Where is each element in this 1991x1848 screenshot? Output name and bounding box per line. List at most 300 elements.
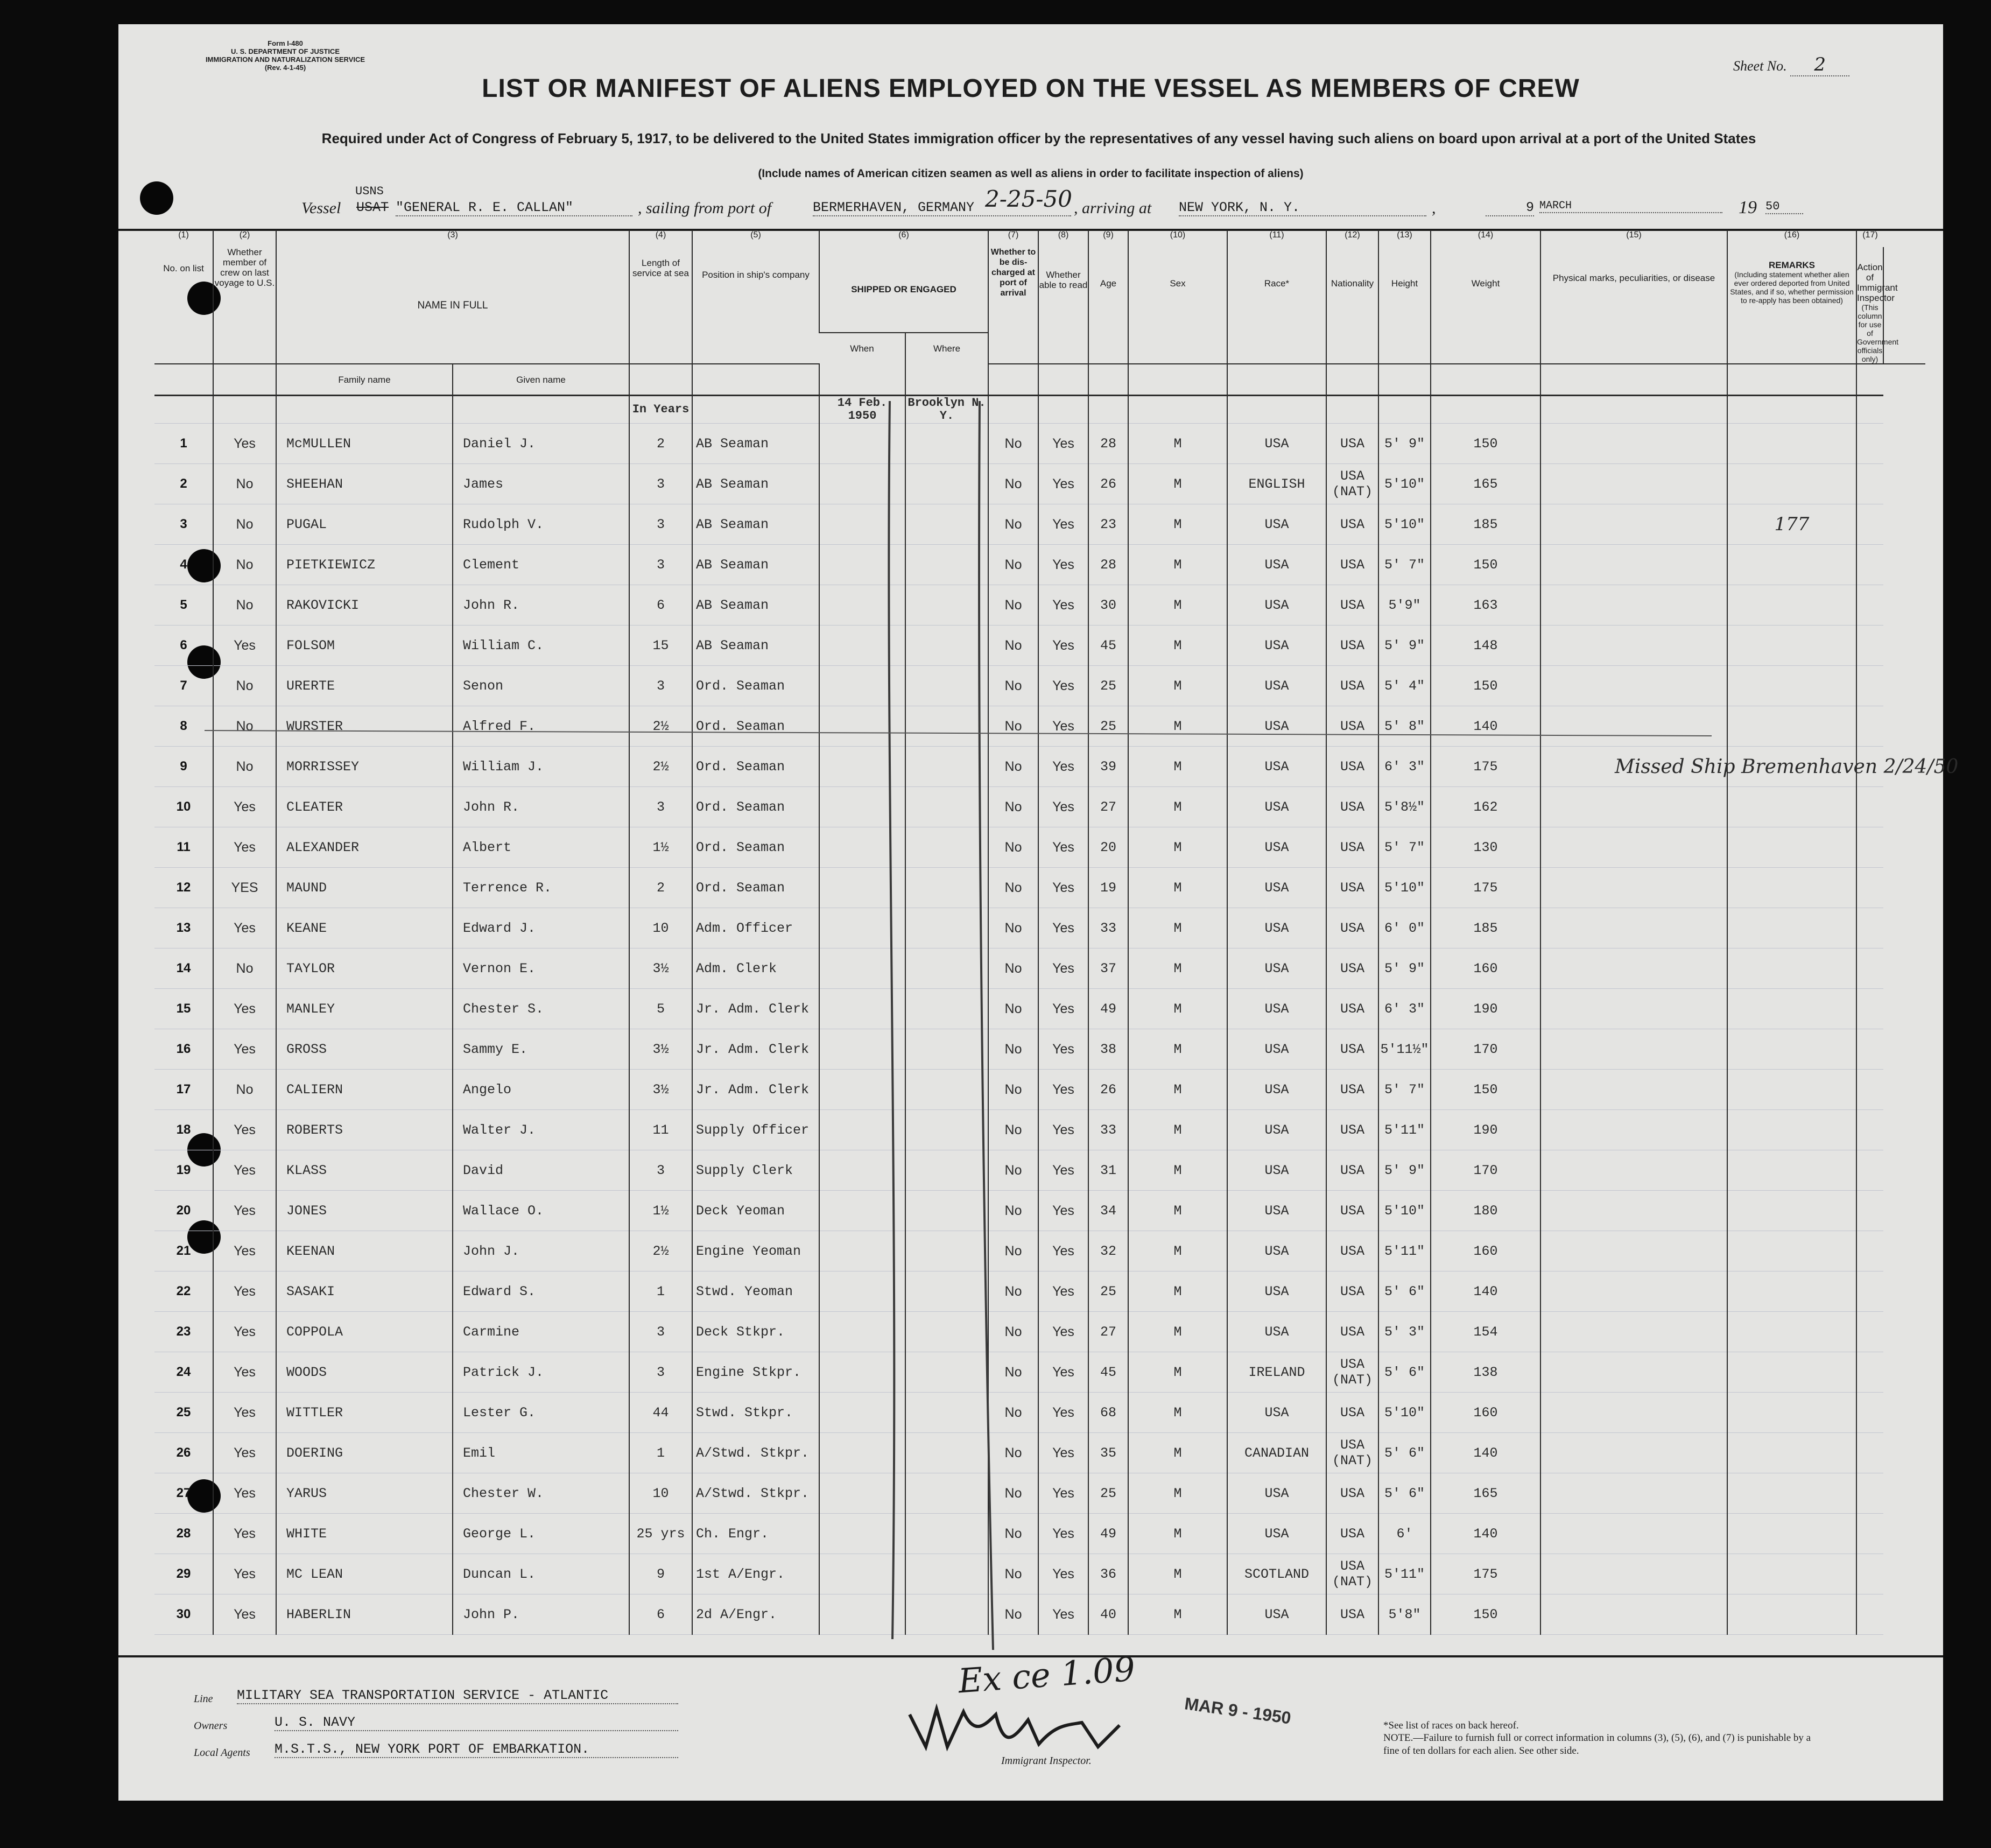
length-of-service: 2½ [629,1231,692,1271]
nationality: USA [1326,504,1378,545]
position: Ord. Seaman [692,787,819,827]
race: USA [1227,666,1326,706]
nationality: USA [1326,1393,1378,1433]
length-of-service: 5 [629,989,692,1029]
position: Engine Yeoman [692,1231,819,1271]
sex: M [1128,424,1227,464]
shipped-when [819,626,905,666]
last-voyage: No [213,464,276,504]
age: 23 [1088,504,1128,545]
header-blank [1088,364,1128,396]
physical-marks [1540,1594,1727,1635]
position: AB Seaman [692,585,819,626]
given-name: Chester W. [453,1473,629,1514]
remarks [1727,1029,1856,1070]
discharged-at-arrival: No [988,1191,1038,1231]
physical-marks [1540,504,1727,545]
weight: 163 [1431,585,1540,626]
line-label: Line [194,1693,213,1705]
shipped-when [819,1271,905,1312]
age: 19 [1088,868,1128,908]
inspector-action [1856,908,1883,948]
shipped-where [905,666,988,706]
physical-marks [1540,1070,1727,1110]
remarks [1727,989,1856,1029]
remarks-note: (Including statement whether alien ever ordered deported from United States, and if so, whether permission to re-apply has been obtained) [1730,270,1854,305]
sex: M [1128,1191,1227,1231]
given-name: Alfred F. [453,706,629,747]
list-number: 18 [154,1110,213,1150]
year-prefix: 19 [1739,198,1757,217]
list-number: 27 [154,1473,213,1514]
crew-row [154,1110,1925,1150]
family-name: MORRISSEY [276,747,453,787]
remarks: Missed Ship Bremenhaven 2/24/50 [1614,747,1743,787]
header-remarks [1727,247,1856,364]
sheet-label: Sheet No. [1733,58,1787,74]
age: 31 [1088,1150,1128,1191]
length-of-service: 1 [629,1433,692,1473]
last-voyage: Yes [213,787,276,827]
first-row-notes [154,396,1925,424]
family-name: RAKOVICKI [276,585,453,626]
last-voyage: Yes [213,1514,276,1554]
column-number: (4) [629,230,692,247]
column-number: (6) [819,230,988,247]
remarks [1727,464,1856,504]
header-name-in-full: NAME IN FULL [276,247,629,364]
manifest-title: LIST OR MANIFEST OF ALIENS EMPLOYED ON THE VESSEL AS MEMBERS OF CREW [482,74,1580,103]
inspector-action [1856,626,1883,666]
family-name: YARUS [276,1473,453,1514]
inspector-action [1856,1514,1883,1554]
shipped-when [819,545,905,585]
vessel-label: Vessel [301,199,341,217]
shipped-when [819,1070,905,1110]
header-blank [1326,364,1378,396]
crew-row [154,1191,1925,1231]
penalty-note: NOTE.—Failure to furnish full or correct information in columns (3), (5), (6), and (7) is punishable by a fine of ten dollars for each alien. See other side. [1383,1732,1811,1756]
sex: M [1128,626,1227,666]
race: IRELAND [1227,1352,1326,1393]
last-voyage: Yes [213,1554,276,1594]
header-length-of-service: Length of service at sea [629,247,692,364]
nationality: USA [1326,747,1378,787]
sex: M [1128,1594,1227,1635]
able-to-read: Yes [1038,1070,1088,1110]
discharged-at-arrival: No [988,747,1038,787]
header-where: Where [905,333,988,364]
list-number: 4 [154,545,213,585]
nationality: USA [1326,545,1378,585]
inspector-action [1856,1352,1883,1393]
family-name: KLASS [276,1150,453,1191]
remarks [1727,908,1856,948]
sex: M [1128,1231,1227,1271]
able-to-read: Yes [1038,787,1088,827]
height: 5' 4" [1378,666,1431,706]
header-age: Age [1088,247,1128,364]
last-voyage: Yes [213,908,276,948]
list-number: 2 [154,464,213,504]
weight: 165 [1431,1473,1540,1514]
age: 20 [1088,827,1128,868]
race: USA [1227,948,1326,989]
sex: M [1128,1393,1227,1433]
crew-row [154,464,1925,504]
column-number: (2) [213,230,276,247]
race: USA [1227,504,1326,545]
shipped-where [905,585,988,626]
given-name: Chester S. [453,989,629,1029]
sailing-label: , sailing from port of [638,199,772,217]
physical-marks [1540,868,1727,908]
list-number: 7 [154,666,213,706]
list-number: 12 [154,868,213,908]
crew-row [154,504,1925,545]
physical-marks [1540,545,1727,585]
shipped-when [819,1433,905,1473]
sex: M [1128,1271,1227,1312]
nationality: USA [1326,787,1378,827]
length-of-service: 1½ [629,1191,692,1231]
remarks [1727,1231,1856,1271]
height: 5' 8" [1378,706,1431,747]
arrival-month: MARCH [1539,200,1722,213]
age: 28 [1088,424,1128,464]
length-of-service: 9 [629,1554,692,1594]
column-number: (15) [1540,230,1727,247]
age: 45 [1088,1352,1128,1393]
crew-row [154,666,1925,706]
shipped-where [905,1554,988,1594]
discharged-at-arrival: No [988,1150,1038,1191]
last-voyage: No [213,706,276,747]
sex: M [1128,1150,1227,1191]
shipped-when [819,908,905,948]
remarks [1727,1191,1856,1231]
remarks [1727,827,1856,868]
discharged-at-arrival: No [988,1070,1038,1110]
last-voyage: YES [213,868,276,908]
shipped-where [905,1271,988,1312]
sex: M [1128,948,1227,989]
remarks [1727,1554,1856,1594]
discharged-at-arrival: No [988,989,1038,1029]
shipped-where [905,948,988,989]
weight: 185 [1431,504,1540,545]
shipped-where [905,989,988,1029]
position: AB Seaman [692,504,819,545]
manifest-sheet [118,24,1959,1801]
length-of-service: 6 [629,585,692,626]
crew-row [154,787,1925,827]
crew-row [154,545,1925,585]
port-from: BERMERHAVEN, GERMANY [813,200,1071,216]
crew-row [154,1271,1925,1312]
height: 5'9" [1378,585,1431,626]
vessel-prefix-struck: USAT [356,200,389,215]
position: AB Seaman [692,464,819,504]
family-name: JONES [276,1191,453,1231]
length-of-service: 1 [629,1271,692,1312]
column-number: (5) [692,230,819,247]
race: USA [1227,1312,1326,1352]
weight: 138 [1431,1352,1540,1393]
given-name: Edward J. [453,908,629,948]
discharged-at-arrival: No [988,1231,1038,1271]
age: 32 [1088,1231,1128,1271]
height: 5' 3" [1378,1312,1431,1352]
shipped-when [819,948,905,989]
nationality: USA [1326,1594,1378,1635]
nationality: USA [1326,1150,1378,1191]
physical-marks [1540,706,1727,747]
shipped-where [905,1150,988,1191]
length-of-service: 2 [629,868,692,908]
header-blank [1431,364,1540,396]
weight: 150 [1431,666,1540,706]
given-name: Terrence R. [453,868,629,908]
age: 26 [1088,1070,1128,1110]
weight: 154 [1431,1312,1540,1352]
list-number: 24 [154,1352,213,1393]
physical-marks [1540,1393,1727,1433]
length-of-service: 3 [629,545,692,585]
given-name: Senon [453,666,629,706]
nationality: USA [1326,1110,1378,1150]
discharged-at-arrival: No [988,1312,1038,1352]
crew-row [154,1514,1925,1554]
sex: M [1128,1473,1227,1514]
family-name: FOLSOM [276,626,453,666]
able-to-read: Yes [1038,706,1088,747]
position: Engine Stkpr. [692,1352,819,1393]
remarks [1727,1070,1856,1110]
given-name: Emil [453,1433,629,1473]
remarks [1727,1393,1856,1433]
sex: M [1128,989,1227,1029]
family-name: WOODS [276,1352,453,1393]
able-to-read: Yes [1038,827,1088,868]
weight: 160 [1431,1393,1540,1433]
shipped-when: 14 Feb. 1950 [819,396,905,424]
family-name: COPPOLA [276,1312,453,1352]
shipped-where [905,747,988,787]
inspector-label: Immigrant Inspector. [1001,1755,1092,1767]
height: 5'10" [1378,504,1431,545]
list-number: 21 [154,1231,213,1271]
weight: 140 [1431,706,1540,747]
physical-marks [1540,424,1727,464]
crew-row [154,827,1925,868]
shipped-when [819,747,905,787]
given-name: David [453,1150,629,1191]
last-voyage: Yes [213,1231,276,1271]
physical-marks [1540,1312,1727,1352]
physical-marks [1540,1150,1727,1191]
height: 5' 6" [1378,1271,1431,1312]
list-number: 30 [154,1594,213,1635]
age: 25 [1088,1473,1128,1514]
sheet-value: 2 [1790,54,1849,76]
race: USA [1227,827,1326,868]
shipped-where [905,504,988,545]
physical-marks [1540,1433,1727,1473]
discharged-at-arrival: No [988,868,1038,908]
shipped-when [819,464,905,504]
header-inspector-action [1856,247,1899,364]
height: 6' 3" [1378,989,1431,1029]
weight: 150 [1431,545,1540,585]
height: 5'8½" [1378,787,1431,827]
punch-hole [140,181,173,215]
given-name: James [453,464,629,504]
nationality: USA (NAT) [1326,464,1378,504]
shipped-where [905,1514,988,1554]
shipped-where [905,1473,988,1514]
header-sex: Sex [1128,247,1227,364]
nationality: USA [1326,1514,1378,1554]
position: AB Seaman [692,545,819,585]
length-of-service: 2 [629,424,692,464]
last-voyage: Yes [213,1312,276,1352]
shipped-where [905,1312,988,1352]
family-name: McMULLEN [276,424,453,464]
length-of-service: 3 [629,464,692,504]
nationality: USA [1326,706,1378,747]
given-name: Angelo [453,1070,629,1110]
age: 27 [1088,787,1128,827]
column-header-row [154,247,1925,333]
nationality: USA [1326,827,1378,868]
inspector-note: (This column for use of Government officials only) [1857,303,1899,363]
inspector-action [1856,948,1883,989]
given-name: Carmine [453,1312,629,1352]
position: A/Stwd. Stkpr. [692,1433,819,1473]
sex: M [1128,504,1227,545]
remarks [1727,1271,1856,1312]
family-name: MAUND [276,868,453,908]
column-number: (16) [1727,230,1856,247]
family-name: TAYLOR [276,948,453,989]
able-to-read: Yes [1038,1352,1088,1393]
column-number: (1) [178,230,189,240]
last-voyage: Yes [213,1352,276,1393]
age: 26 [1088,464,1128,504]
sail-date-handwritten: 2-25-50 [985,186,1072,212]
remarks [1727,1352,1856,1393]
race: CANADIAN [1227,1433,1326,1473]
height: 5' 9" [1378,626,1431,666]
header-blank [213,364,276,396]
header-given-name: Given name [453,364,629,396]
physical-marks [1540,989,1727,1029]
length-of-service: 11 [629,1110,692,1150]
family-name: PUGAL [276,504,453,545]
given-name: Lester G. [453,1393,629,1433]
list-number: 5 [154,585,213,626]
race: USA [1227,1029,1326,1070]
age: 39 [1088,747,1128,787]
shipped-where [905,1433,988,1473]
discharged-at-arrival: No [988,787,1038,827]
discharged-at-arrival: No [988,666,1038,706]
family-name: ROBERTS [276,1110,453,1150]
position: Supply Clerk [692,1150,819,1191]
able-to-read: Yes [1038,504,1088,545]
race: USA [1227,1191,1326,1231]
family-name: GROSS [276,1029,453,1070]
crew-row [154,585,1925,626]
age: 27 [1088,1312,1128,1352]
last-voyage: Yes [213,1271,276,1312]
able-to-read: Yes [1038,1312,1088,1352]
shipped-where [905,1029,988,1070]
discharged-at-arrival: No [988,948,1038,989]
weight: 148 [1431,626,1540,666]
remarks [1727,948,1856,989]
remarks [1727,545,1856,585]
age: 28 [1088,545,1128,585]
length-of-service: 2½ [629,706,692,747]
column-number-row [154,230,1925,247]
inspector-action [1856,1433,1883,1473]
family-name: ALEXANDER [276,827,453,868]
position: 1st A/Engr. [692,1554,819,1594]
age: 68 [1088,1393,1128,1433]
list-number: 8 [154,706,213,747]
given-name: Wallace O. [453,1191,629,1231]
nationality: USA [1326,868,1378,908]
year-suffix: 50 [1765,200,1803,214]
shipped-where [905,1594,988,1635]
header-blank [1540,364,1727,396]
given-name: John P. [453,1594,629,1635]
crew-row [154,1352,1925,1393]
sex: M [1128,1514,1227,1554]
remarks [1727,666,1856,706]
header-blank [154,364,213,396]
inspector-action [1856,989,1883,1029]
crew-row [154,626,1925,666]
header-list-number: No. on list [154,247,213,364]
nationality: USA [1326,1231,1378,1271]
shipped-when [819,706,905,747]
physical-marks [1540,1473,1727,1514]
physical-marks [1540,1514,1727,1554]
position: Ord. Seaman [692,747,819,787]
physical-marks [1540,626,1727,666]
header-height: Height [1378,247,1431,364]
given-name: Edward S. [453,1271,629,1312]
list-number: 9 [154,747,213,787]
race: USA [1227,1473,1326,1514]
crew-row [154,868,1925,908]
inspector-action [1856,1231,1883,1271]
given-name: Walter J. [453,1110,629,1150]
given-name: John J. [453,1231,629,1271]
physical-marks [1540,666,1727,706]
race: ENGLISH [1227,464,1326,504]
sex: M [1128,585,1227,626]
last-voyage: Yes [213,1393,276,1433]
length-of-service: 15 [629,626,692,666]
nationality: USA [1326,908,1378,948]
inspector-action [1856,1029,1883,1070]
discharged-at-arrival: No [988,1271,1038,1312]
last-voyage: No [213,948,276,989]
